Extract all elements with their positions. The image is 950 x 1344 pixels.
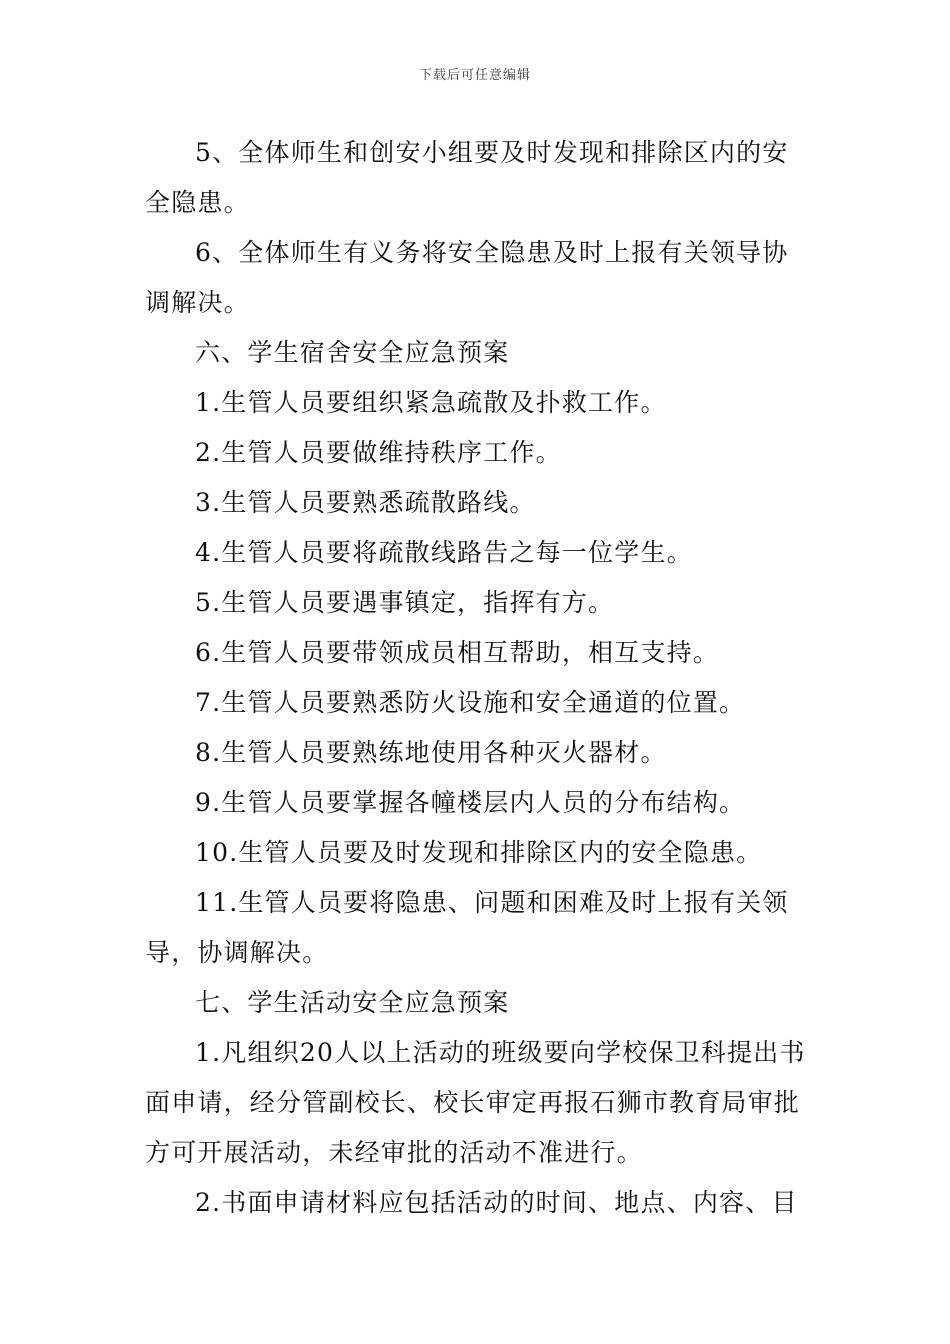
activity-rule-1: 1.凡组织20人以上活动的班级要向学校保卫科提出书面申请，经分管副校长、校长审定再报石狮市教育局审批方可开展活动，未经审批的活动不准进行。: [145, 1038, 806, 1167]
dormitory-rule-9: 9.生管人员要掌握各幢楼层内人员的分布结构。: [195, 788, 746, 817]
dormitory-rule-1: 1.生管人员要组织紧急疏散及扑救工作。: [195, 388, 667, 417]
paragraph-item-6: 6、全体师生有义务将安全隐患及时上报有关领导协调解决。: [145, 238, 789, 317]
dormitory-rule-7: 7.生管人员要熟悉防火设施和安全通道的位置。: [195, 688, 746, 717]
document-body: [145, 128, 810, 1228]
activity-rule-2: 2.书面申请材料应包括活动的时间、地点、内容、目: [195, 1188, 798, 1217]
dormitory-rule-4: 4.生管人员要将疏散线路告之每一位学生。: [195, 538, 693, 567]
dormitory-rule-6: 6.生管人员要带领成员相互帮助，相互支持。: [195, 638, 720, 667]
dormitory-rule-8: 8.生管人员要熟练地使用各种灭火器材。: [195, 738, 667, 767]
dormitory-rule-2: 2.生管人员要做维持秩序工作。: [195, 438, 562, 467]
dormitory-rule-10: 10.生管人员要及时发现和排除区内的安全隐患。: [195, 838, 763, 867]
dormitory-rule-5: 5.生管人员要遇事镇定，指挥有方。: [195, 588, 615, 617]
dormitory-rule-3: 3.生管人员要熟悉疏散路线。: [195, 488, 536, 517]
paragraph-item-5: 5、全体师生和创安小组要及时发现和排除区内的安全隐患。: [145, 138, 789, 217]
section-heading-activities: 七、学生活动安全应急预案: [195, 988, 510, 1017]
page-header-note: 下载后可任意编辑: [418, 68, 531, 83]
dormitory-rule-11: 11.生管人员要将隐患、问题和困难及时上报有关领导，协调解决。: [145, 888, 789, 967]
section-heading-dormitory: 六、学生宿舍安全应急预案: [195, 338, 510, 367]
